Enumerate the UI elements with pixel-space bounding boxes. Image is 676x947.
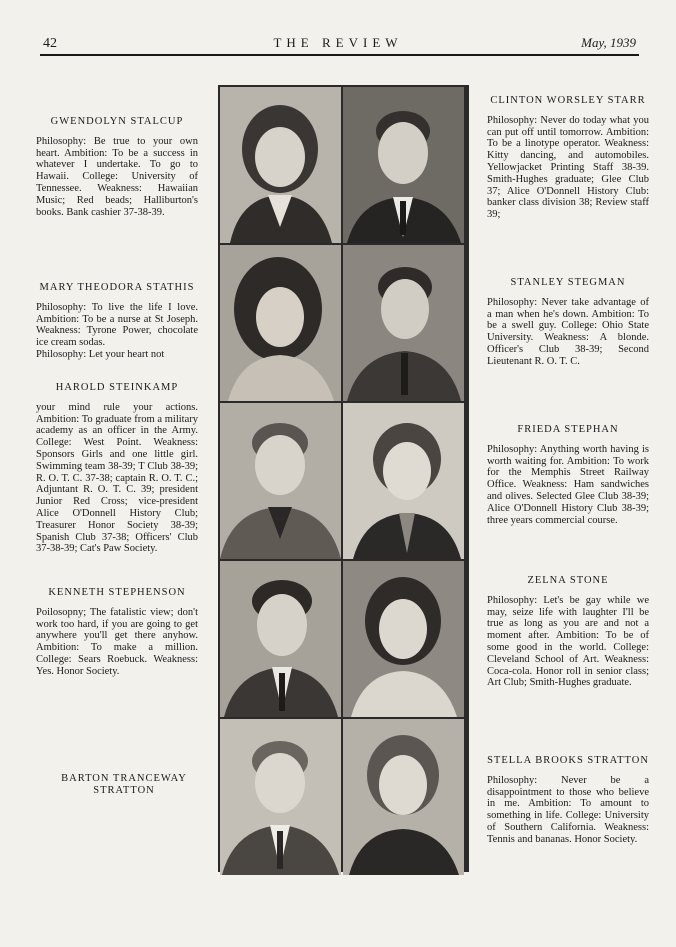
portrait-gwendolyn-stalcup [220, 87, 341, 243]
entry-frieda-stephan [487, 424, 649, 526]
student-bio: Philosophy: Never do today what you can put off until tomorrow. Ambition: To be a linotype operator. Weakness: Kitty dancing, and automobiles. Yellowjacket Printing Staff 38-39. Smith-Hughes graduate; Glee Club 37; Alice O'Donnell History Club: banker class division 38; Review staff 39; [487, 114, 649, 221]
entry-barton-tranceway-stratton [54, 773, 194, 805]
entry-kenneth-stephenson [36, 587, 198, 678]
portrait-frieda-stephan [343, 403, 464, 559]
header-rule [40, 54, 639, 56]
student-name: HAROLD STEINKAMP [55, 382, 179, 393]
student-bio: Poilosopny; The fatalistic view; don't work too hard, if you are going to get anywhere you'll get there anyhow. Ambition: To make a million. College: Sears Roebuck. Weakness: Yes. Honor Society. [36, 606, 198, 677]
portrait-grid [218, 85, 469, 872]
student-name: STELLA BROOKS STRATTON [487, 755, 649, 766]
student-bio: Philosophy: Be true to your own heart. Ambition: To be a success in whatever I undertake. To go to Hawaii. College: University of Tennessee. Weakness: Hawaiian Music; Red beads; Halliburton's books. Bank cashier 37-38-39. [36, 135, 198, 218]
entry-zelna-stone [487, 575, 649, 689]
issue-date: May, 1939 [581, 35, 636, 50]
publication-title: THE REVIEW [273, 35, 403, 50]
page-number: 42 [43, 36, 57, 51]
portrait-stella-brooks-stratton [343, 719, 464, 875]
student-bio-continued: Philosophy: Let your heart not [36, 348, 165, 360]
student-bio: Philosophy: To live the life I love. Ambition: To be a nurse at St Joseph. Weakness: Tyrone Power, chocolate ice cream sodas. [36, 301, 198, 349]
entry-mary-theodora-stathis [36, 282, 198, 361]
portrait-clinton-worsley-starr [343, 87, 464, 243]
student-bio: Philosophy: Never be a disappointment to those who believe in me. Ambition: To amount to something in life. College: University of Southern California. Weakness: Tennis and bananas. Honor Society. [487, 774, 649, 845]
student-name: CLINTON WORSLEY STARR [490, 95, 646, 106]
student-name: ZELNA STONE [527, 575, 609, 586]
student-name: MARY THEODORA STATHIS [39, 282, 195, 293]
student-bio: Philosophy: Let's be gay while we may, seize life with laughter I'll be true as long as you are and not a moment after. Ambition: To be of some good in the world. College: Cleveland School of Art. Weakness: Coca-cola. Honor roll in senior class; Art Club; Smith-Hughes graduate. [487, 594, 649, 689]
student-bio: your mind rule your actions. Ambition: To graduate from a military academy as an officer in the Army. College: West Point. Weakness: Sponsors Girls and one little girl. Swimming team 38-39; T Club 38-39; R. O. T. C. 37-38; captain R. O. T. C.; Adjuntant R. O. T. C. 39; president Junior Red Cross; vice-president Alice O'Donnell History Club; Treasurer Honor Society 38-39; Spanish Club 37-38; Officers' Club 37-38-39; Cat's Paw Society. [36, 401, 198, 555]
student-name: STANLEY STEGMAN [510, 277, 626, 288]
entry-stanley-stegman [487, 277, 649, 368]
student-name: BARTON TRANCEWAY STRATTON [61, 773, 187, 796]
portrait-stanley-stegman [343, 245, 464, 401]
student-name: KENNETH STEPHENSON [48, 587, 186, 598]
portrait-harold-steinkamp [220, 403, 341, 559]
entry-harold-steinkamp [36, 382, 198, 555]
entry-stella-brooks-stratton [487, 755, 649, 846]
student-name: FRIEDA STEPHAN [517, 424, 619, 435]
student-bio: Philosophy: Never take advantage of a man when he's down. Ambition: To be a swell guy. College: Ohio State University. Weakness: A blonde. Officer's Club 38-39; Second Lieutenant R. O. T. C. [487, 296, 649, 367]
entry-clinton-worsley-starr [487, 95, 649, 221]
portrait-zelna-stone [343, 561, 464, 717]
portrait-mary-theodora-stathis [220, 245, 341, 401]
page-header [0, 0, 676, 60]
student-bio: Philosophy: Anything worth having is worth waiting for. Ambition: To work for the Memphis Street Railway Office. Weakness: Ham sandwiches and olives. Selected Glee Club 38-39; Alice O'Donnell History Club 38-39; three years commercial course. [487, 443, 649, 526]
entry-gwendolyn-stalcup [36, 116, 198, 218]
portrait-kenneth-stephenson [220, 561, 341, 717]
portrait-barton-tranceway-stratton [220, 719, 341, 875]
student-name: GWENDOLYN STALCUP [50, 116, 184, 127]
